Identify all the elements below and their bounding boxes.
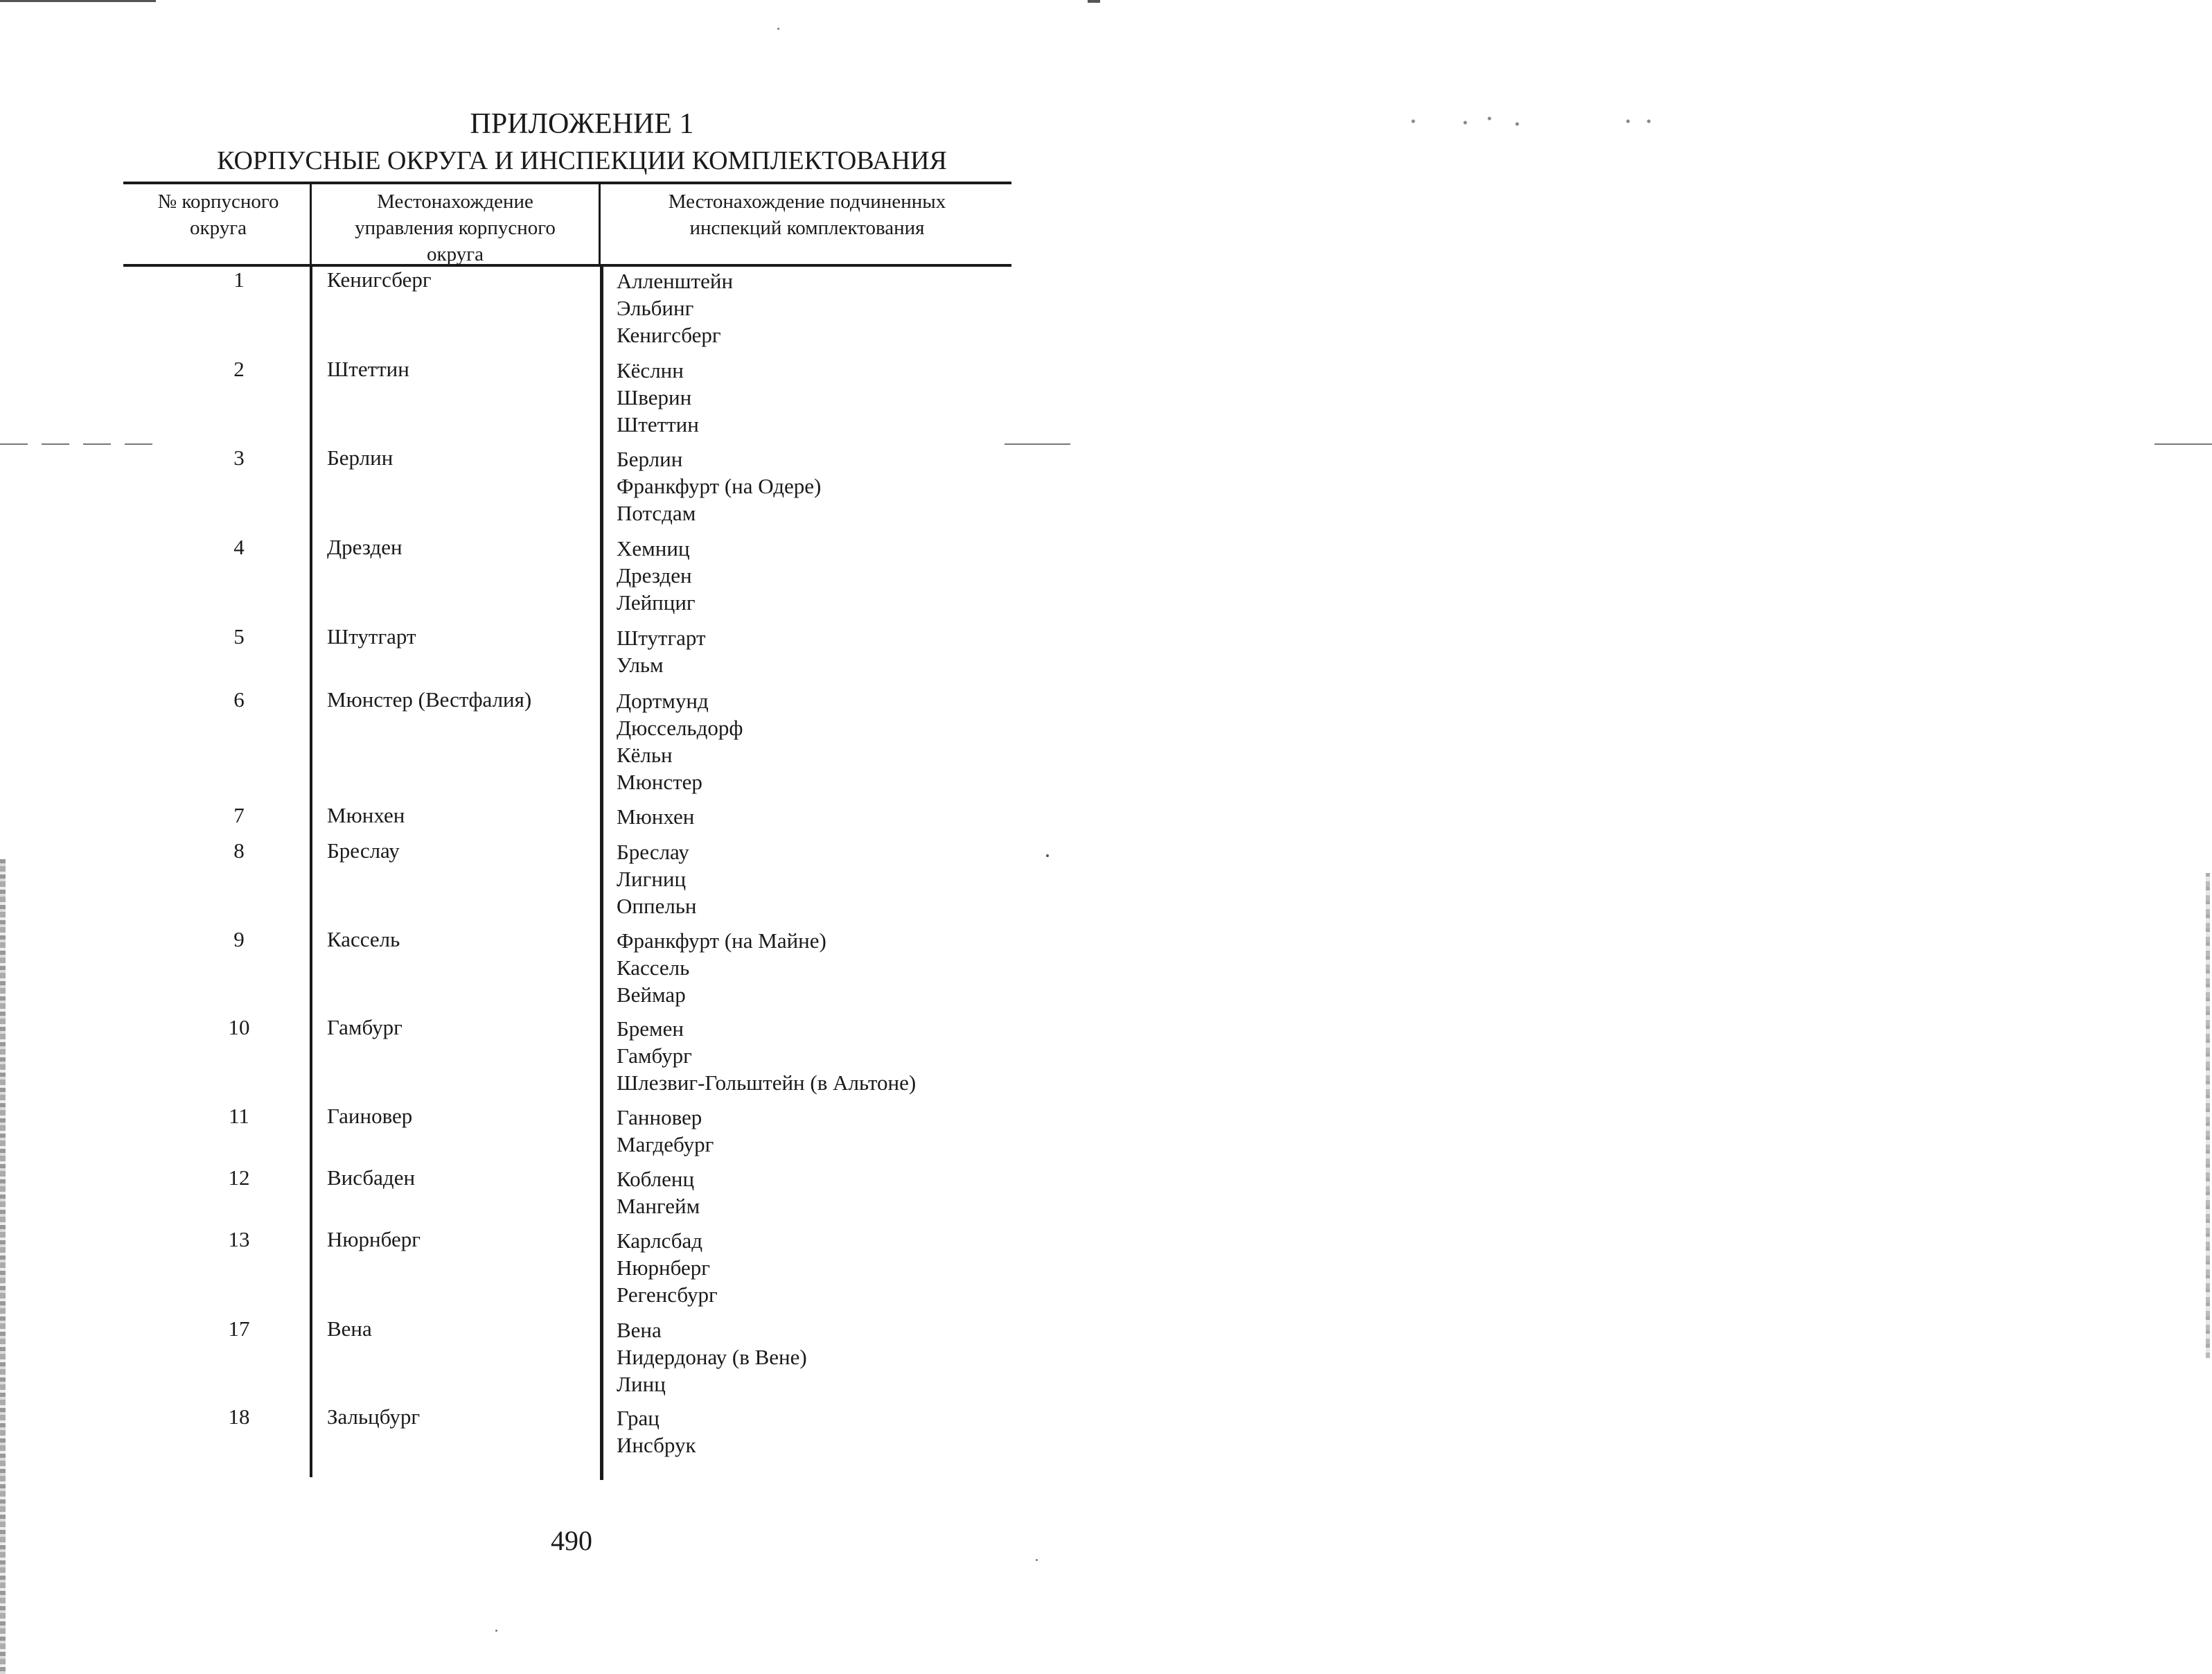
- row-number: 5: [233, 624, 245, 649]
- column-header-inspections: [603, 188, 1011, 241]
- row-number: 18: [228, 1404, 250, 1429]
- column-header-line: Местонахождение: [377, 191, 533, 213]
- row-inspections: [617, 838, 697, 919]
- inspection-item: Шверин: [617, 385, 692, 409]
- row-inspections: [617, 1165, 700, 1219]
- inspection-item: Штеттин: [617, 412, 699, 437]
- row-hq: Кассель: [327, 927, 400, 951]
- inspection-item: Кёслнн: [617, 358, 684, 382]
- row-inspections: [617, 927, 826, 1008]
- row-inspections: [617, 535, 696, 616]
- appendix-title: ПРИЛОЖЕНИЕ 1: [470, 108, 694, 140]
- inspection-item: Кассель: [617, 955, 690, 980]
- row-hq: Дрезден: [327, 535, 402, 559]
- inspection-item: Ульм: [617, 653, 664, 677]
- row-inspections: [617, 803, 694, 830]
- row-hq: Бреслау: [327, 838, 400, 863]
- column-header-line: № корпусного: [157, 191, 279, 213]
- page-number: 490: [551, 1525, 592, 1556]
- inspection-item: Дортмунд: [617, 689, 709, 713]
- row-inspections: [617, 1227, 718, 1308]
- scan-speck: [777, 28, 779, 30]
- inspection-item: Вена: [617, 1318, 662, 1342]
- row-inspections: [617, 1404, 696, 1459]
- inspection-item: Мюнстер: [617, 770, 702, 794]
- column-header-line: округа: [190, 217, 247, 239]
- row-inspections: [617, 1104, 714, 1158]
- inspection-item: Магдебург: [617, 1132, 714, 1156]
- inspection-item: Бреслау: [617, 840, 689, 864]
- row-number: 1: [233, 267, 245, 292]
- inspection-item: Франкфурт (на Майне): [617, 928, 826, 953]
- row-inspections: [617, 687, 743, 795]
- inspection-item: Дрезден: [617, 563, 692, 588]
- inspection-item: Инсбрук: [617, 1433, 696, 1457]
- row-inspections: [617, 1015, 916, 1096]
- row-number: 11: [229, 1104, 249, 1128]
- inspection-item: Дюссельдорф: [617, 716, 743, 740]
- column-header-line: округа: [427, 243, 484, 265]
- inspection-item: Кёльн: [617, 743, 673, 767]
- row-hq: Кенигсберг: [327, 267, 432, 292]
- inspection-item: Карлсбад: [617, 1228, 703, 1253]
- row-hq: Мюнхен: [327, 803, 405, 827]
- scan-speck: [1036, 1559, 1038, 1561]
- inspection-item: Нидердонау (в Вене): [617, 1345, 807, 1369]
- inspection-item: Мюнхен: [617, 804, 695, 829]
- scan-fold-line: [2155, 443, 2212, 445]
- inspection-item: Хемниц: [617, 536, 690, 561]
- scan-edge-mark: [1088, 0, 1100, 3]
- row-inspections: [617, 624, 706, 678]
- column-header-line: управления корпусного: [355, 217, 556, 239]
- column-header-hq: [313, 188, 597, 267]
- inspection-item: Бремен: [617, 1016, 684, 1041]
- column-divider: [310, 183, 312, 265]
- row-inspections: [617, 357, 699, 438]
- inspection-item: Алленштейн: [617, 269, 734, 293]
- column-divider: [599, 183, 601, 265]
- column-header-line: Местонахождение подчиненных: [668, 191, 946, 213]
- row-hq: Гаиновер: [327, 1104, 413, 1128]
- table-top-rule: [123, 182, 1011, 184]
- row-hq: Висбаден: [327, 1165, 416, 1190]
- scan-speck: [1046, 854, 1049, 857]
- scan-fold-line: [1005, 443, 1070, 445]
- scan-speck: [495, 1630, 497, 1632]
- row-number: 17: [228, 1316, 250, 1341]
- row-inspections: [617, 1316, 807, 1398]
- scan-fold-line: [0, 443, 152, 445]
- scan-binding-shadow: [0, 859, 6, 1674]
- inspection-item: Кенигсберг: [617, 323, 721, 347]
- table-title: КОРПУСНЫЕ ОКРУГА И ИНСПЕКЦИИ КОМПЛЕКТОВАНИЯ: [217, 146, 947, 175]
- row-number: 13: [228, 1227, 250, 1251]
- inspection-item: Франкфурт (на Одере): [617, 474, 822, 498]
- column-header-number: [128, 188, 308, 241]
- inspection-item: Веймар: [617, 983, 686, 1007]
- row-hq: Мюнстер (Вестфалия): [327, 687, 532, 712]
- inspection-item: Грац: [617, 1406, 660, 1430]
- inspection-item: Потсдам: [617, 501, 696, 525]
- inspection-item: Кобленц: [617, 1167, 695, 1191]
- inspection-item: Оппельн: [617, 894, 697, 918]
- row-number: 8: [233, 838, 245, 863]
- row-number: 12: [228, 1165, 250, 1190]
- inspection-item: Лейпциг: [617, 590, 696, 615]
- row-inspections: [617, 446, 821, 527]
- row-hq: Зальцбург: [327, 1404, 421, 1429]
- row-hq: Штеттин: [327, 357, 409, 381]
- column-divider: [310, 266, 312, 1477]
- inspection-item: Нюрнберг: [617, 1256, 710, 1280]
- inspection-item: Ганновер: [617, 1105, 702, 1129]
- inspection-item: Штутгарт: [617, 626, 706, 650]
- row-number: 3: [233, 446, 245, 470]
- inspection-item: Лигниц: [617, 867, 687, 891]
- row-number: 2: [233, 357, 245, 381]
- inspection-item: Берлин: [617, 447, 683, 471]
- inspection-item: Регенсбург: [617, 1283, 718, 1307]
- scan-binding-shadow: [2206, 873, 2210, 1358]
- row-number: 6: [233, 687, 245, 712]
- row-hq: Гамбург: [327, 1015, 402, 1039]
- row-number: 9: [233, 927, 245, 951]
- column-header-line: инспекций комплектования: [689, 217, 925, 239]
- inspection-item: Гамбург: [617, 1043, 692, 1068]
- row-inspections: [617, 267, 733, 349]
- inspection-item: Эльбинг: [617, 296, 694, 320]
- inspection-item: Шлезвиг-Гольштейн (в Альтоне): [617, 1071, 917, 1095]
- row-hq: Нюрнберг: [327, 1227, 421, 1251]
- row-number: 7: [233, 803, 245, 827]
- scan-specks: [1406, 114, 1656, 128]
- row-hq: Берлин: [327, 446, 393, 470]
- scan-edge-mark: [0, 0, 156, 2]
- row-number: 10: [228, 1015, 250, 1039]
- inspection-item: Линц: [617, 1372, 666, 1396]
- row-number: 4: [233, 535, 245, 559]
- row-hq: Вена: [327, 1316, 372, 1341]
- column-divider: [600, 266, 603, 1480]
- inspection-item: Мангейм: [617, 1194, 700, 1218]
- row-hq: Штутгарт: [327, 624, 416, 649]
